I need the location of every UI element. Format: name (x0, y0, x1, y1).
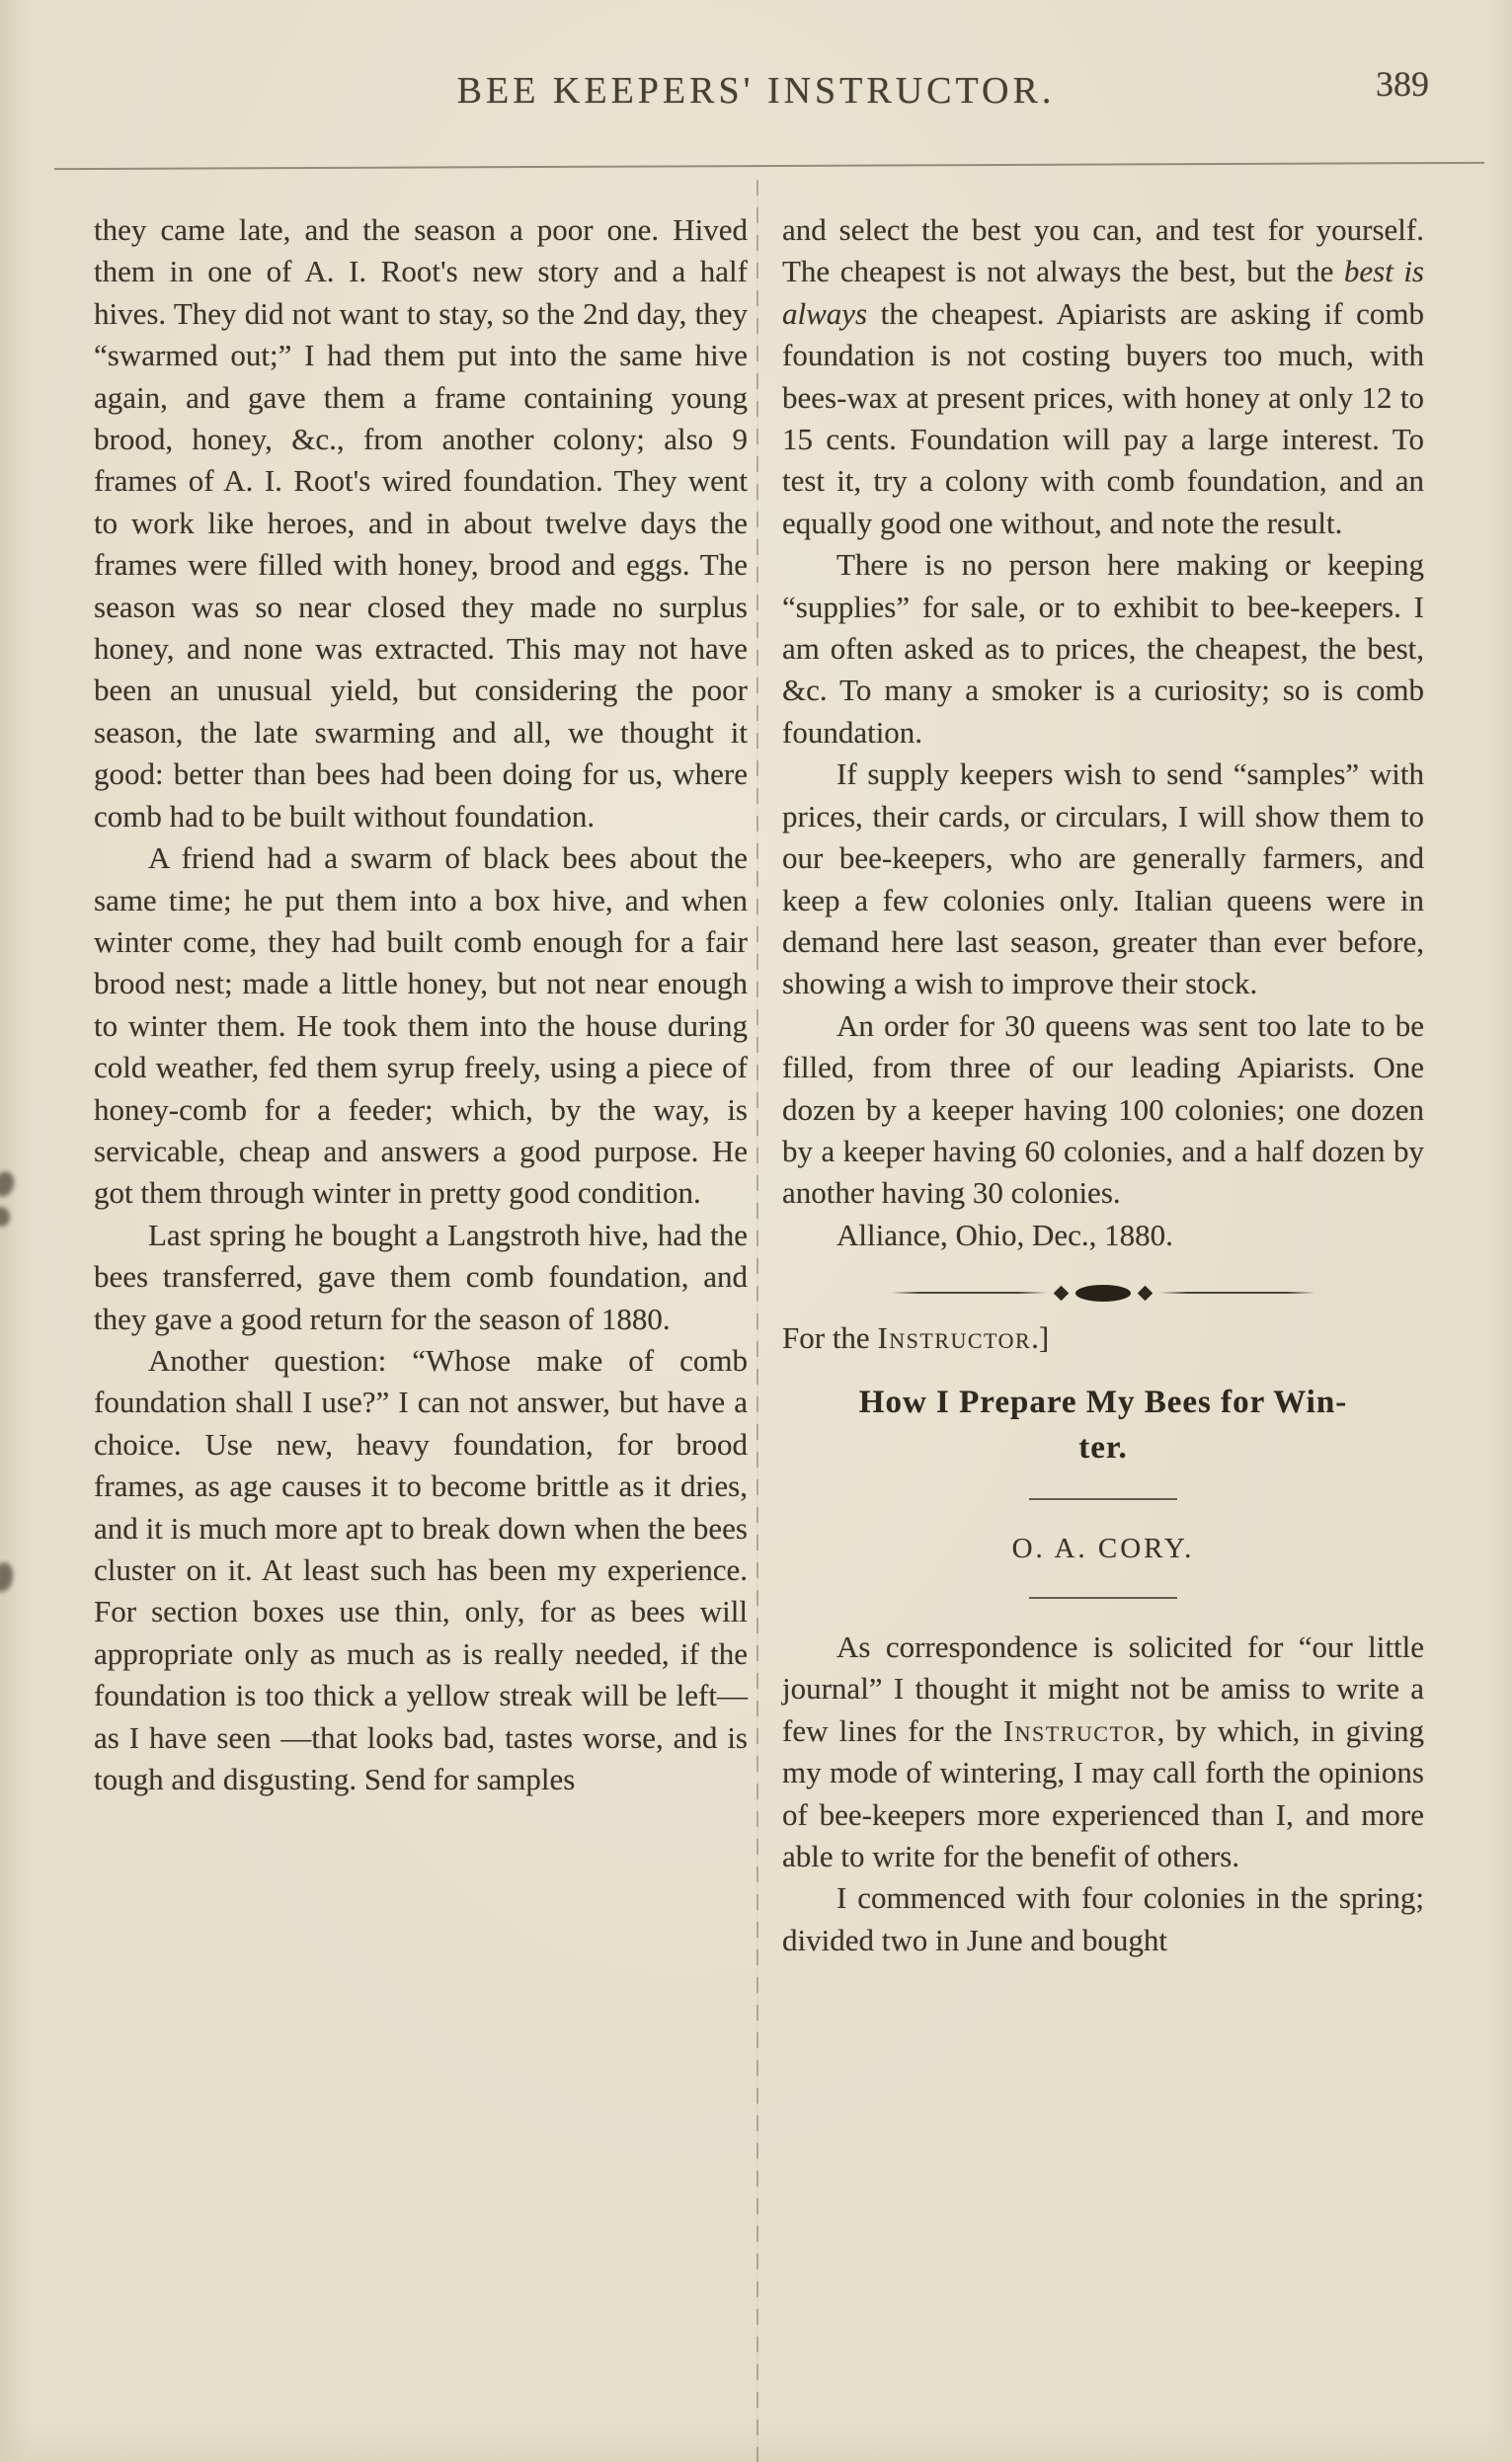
text-run: A friend had a swarm of black bees about the same time; he put them into a box hive, and when winter come, they had built comb enough for a fair brood nest; made a little honey, but not near enough to winter them. He took them into the house during cold weather, fed them syrup freely, using a piece of honey-comb for a feeder; which, by the way, is servicable, cheap and answers a good purpose. He got them through winter in pretty good condition. (94, 840, 748, 1211)
paragraph (782, 1005, 1424, 1215)
paragraph (94, 1340, 748, 1800)
byline-rule (1029, 1597, 1177, 1599)
paragraph (782, 1317, 1424, 1359)
paragraph (94, 1215, 748, 1340)
page-edge-smudge (0, 1560, 15, 1593)
page-edge-smudge (0, 1205, 12, 1228)
diamond-icon (1138, 1285, 1154, 1301)
paragraph (782, 209, 1424, 544)
lens-icon (1075, 1285, 1131, 1302)
text-run: .] (1031, 1320, 1050, 1356)
article-title-line: How I Prepare My Bees for Win- (858, 1384, 1348, 1420)
text-run: Another question: “Whose make of comb foundation shall I use?” I can not answer, but have a choice. Use new, heavy foundation, for brood frames, as age causes it to become brittle as it dries, and it is much more apt to break down when the bees cluster on it. At least such has been my experience. For section boxes use thin, only, for as bees will appropriate only as much as is really needed, if the foundation is too thick a yellow streak will be left—as I have seen —that looks bad, tastes worse, and is tough and disgusting. Send for samples (94, 1342, 748, 1797)
text-run: the cheapest. Apiarists are asking if comb foundation is not costing buyers too much, with bees-wax at present prices, with honey at only 12 to 15 cents. Foundation will pay a large interest. To test it, try a colony with comb foundation, and an equally good one without, and note the result. (782, 295, 1424, 540)
text-run: For the (782, 1320, 878, 1356)
article-title-line: ter. (1078, 1429, 1128, 1466)
paragraph (782, 544, 1424, 754)
ornament-line (1159, 1292, 1315, 1294)
paragraph (94, 837, 748, 1215)
text-run: If supply keepers wish to send “samples” with prices, their cards, or circulars, I will show them to our bee-keepers, who are generally farmers, and keep a few colonies only. Italian queens were in demand here last season, greater than ever before, showing a wish to improve their stock. (782, 756, 1424, 1001)
text-run: An order for 30 queens was sent too late to be filled, from three of our leading Apiarists. One dozen by a keeper having 100 colonies; one dozen by a keeper having 60 colonies, and a half dozen by another having 30 colonies. (782, 1007, 1424, 1211)
right-column (782, 209, 1424, 1961)
text-run: and select the best you can, and test for yourself. The cheapest is not always the best, but the (782, 212, 1424, 289)
article-title (782, 1380, 1424, 1470)
paragraph (782, 1627, 1424, 1877)
text-run: As correspondence is solicited for “our little journal” I thought it might not be amiss to write a few lines for the (782, 1628, 1424, 1748)
text-run: Instructor (1002, 1712, 1157, 1748)
paragraph (782, 1215, 1424, 1256)
text-run: Last spring he bought a Langstroth hive, had the bees transferred, gave them comb foundation, and they gave a good return for the season of 1880. (94, 1217, 748, 1336)
text-run: best is always (782, 254, 1424, 331)
paragraph (94, 209, 748, 837)
page-edge-smudge (0, 1169, 18, 1200)
column-divider (756, 180, 758, 2462)
text-run: Alliance, Ohio, Dec., 1880. (836, 1217, 1173, 1252)
page-number: 389 (1376, 64, 1429, 104)
author-byline: O. A. CORY. (1011, 1532, 1195, 1564)
left-column (94, 209, 748, 1800)
paragraph (782, 754, 1424, 1004)
paragraph (782, 1877, 1424, 1961)
text-run: There is no person here making or keeping “supplies” for sale, or to exhibit to bee-keepers. I am often asked as to prices, the cheapest, the best, &c. To many a smoker is a curiosity; so is comb foundation. (782, 547, 1424, 750)
text-run: I commenced with four colonies in the spring; divided two in June and bought (782, 1880, 1424, 1957)
text-run: , by which, in giving my mode of wintering, I may call forth the opinions of bee-keepers more experienced than I, and more able to write for the benefit of others. (782, 1712, 1424, 1873)
diamond-icon (1054, 1285, 1070, 1301)
text-run: they came late, and the season a poor one. Hived them in one of A. I. Root's new story and a half hives. They did not want to stay, so the 2nd day, they “swarmed out;” I had them put into the same hive again, and gave them a frame containing young brood, honey, &c., from another colony; also 9 frames of A. I. Root's wired foundation. They went to work like heroes, and in about twelve days the frames were filled with honey, brood and eggs. The season was so near closed they made no surplus honey, and none was extracted. This may not have been an unusual yield, but considering the poor season, the late swarming and all, we thought it good: better than bees had been doing for us, where comb had to be built without foundation. (94, 212, 748, 834)
section-divider-ornament (891, 1282, 1315, 1304)
text-run: Instructor (877, 1320, 1032, 1356)
header-rule (54, 162, 1484, 170)
ornament-line (891, 1292, 1047, 1294)
journal-title: BEE KEEPERS' INSTRUCTOR. (456, 70, 1056, 112)
byline-rule (1029, 1498, 1177, 1500)
